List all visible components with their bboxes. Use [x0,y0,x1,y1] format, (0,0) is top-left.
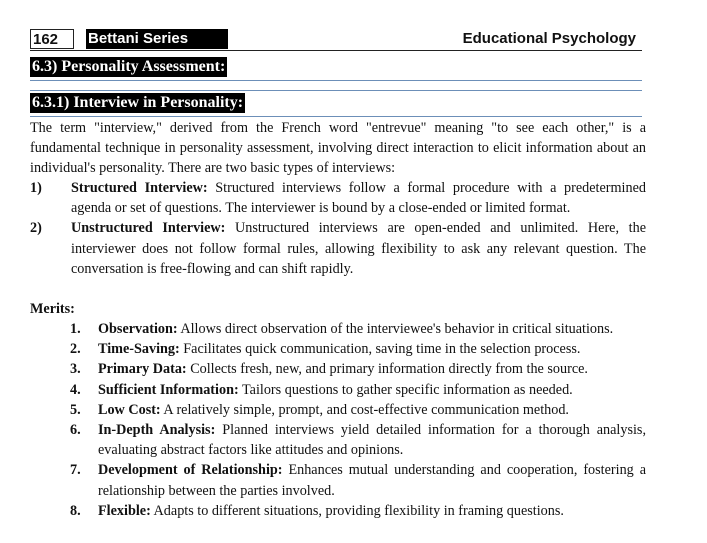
merits-heading: Merits: [30,301,75,317]
list-item-number: 2) [30,220,42,237]
list-item-text: Structured interviews follow a formal procedure with a predetermined agenda or set of questions. The interviewer is bound by a close-ended or limited format. [71,180,646,217]
list-item-body [98,501,646,521]
list-item [70,319,646,339]
series-label: Bettani Series [86,29,228,49]
list-item-text: Facilitates quick communication, saving time in the selection process. [179,341,581,358]
list-item-number: 7. [70,462,81,479]
list-item-body [98,339,646,359]
subsection-divider [30,116,642,117]
list-item-body [71,218,646,279]
section-divider [30,80,642,81]
list-item-number: 6. [70,422,81,439]
list-item [30,218,646,279]
list-item-title: Sufficient Information: [98,381,239,398]
list-item-number: 4. [70,381,81,398]
list-item [70,501,646,521]
list-item-number: 1) [30,180,42,196]
list-item-body [98,359,646,379]
section-heading: 6.3) Personality Assessment: [32,58,226,75]
list-item-number: 3. [70,361,81,378]
list-item-title: Time-Saving: [98,341,180,358]
list-item-body [71,178,646,218]
subsection-divider-top [30,90,642,91]
list-item-title: Flexible: [98,502,151,519]
page-number: 162 [30,29,74,49]
list-item [70,380,646,400]
intro-paragraph: The term "interview," derived from the French word "entrevue" meaning "to see each other," is a fundamental technique in personality assessment, involving direct interaction to elicit information about an individual's personality. There are two basic types of interviews: [30,120,646,177]
list-item-text: Collects fresh, new, and primary information directly from the source. [186,361,588,378]
list-item [70,460,646,500]
list-item [70,400,646,420]
list-item-text: A relatively simple, prompt, and cost-effective communication method. [160,401,569,418]
list-item-text: Allows direct observation of the interviewee's behavior in critical situations. [177,321,614,337]
list-item-text: Planned interviews yield detailed information for a thorough analysis, evaluating abstract factors like attitudes and opinions. [98,422,646,459]
list-item-title: Low Cost: [98,401,161,418]
list-item-body [98,319,646,339]
list-item-body [98,400,646,420]
list-item [70,339,646,359]
list-item-body [98,380,646,400]
list-item-title: In-Depth Analysis: [98,422,216,439]
list-item-title: Unstructured Interview: [71,220,226,237]
merits-list [70,319,646,521]
list-item-text: Enhances mutual understanding and cooperation, fostering a relationship between the parties involved. [98,462,646,499]
subsection-heading: 6.3.1) Interview in Personality: [32,94,244,111]
book-title: Educational Psychology [462,30,636,47]
list-item-number: 2. [70,341,81,358]
list-item-text: Adapts to different situations, providing flexibility in framing questions. [150,502,564,519]
list-item-number: 8. [70,502,81,519]
list-item-title: Development of Relationship: [98,462,283,479]
list-item [70,420,646,460]
list-item-number: 1. [70,321,81,337]
list-item-title: Structured Interview: [71,180,208,196]
list-item-text: Tailors questions to gather specific information as needed. [238,381,573,398]
list-item-title: Primary Data: [98,361,187,378]
list-item-body [98,460,646,500]
header-divider [30,50,642,51]
list-item-title: Observation: [98,321,178,337]
page-header [30,29,642,51]
list-item-text: Unstructured interviews are open-ended and unlimited. Here, the interviewer does not follow formal rules, allowing flexibility to ask any relevant question. The conversation is free-flowing and can shift rapidly. [71,220,646,277]
interview-types-list [30,178,646,279]
list-item-body [98,420,646,460]
list-item [30,178,646,218]
list-item [70,359,646,379]
list-item-number: 5. [70,401,81,418]
